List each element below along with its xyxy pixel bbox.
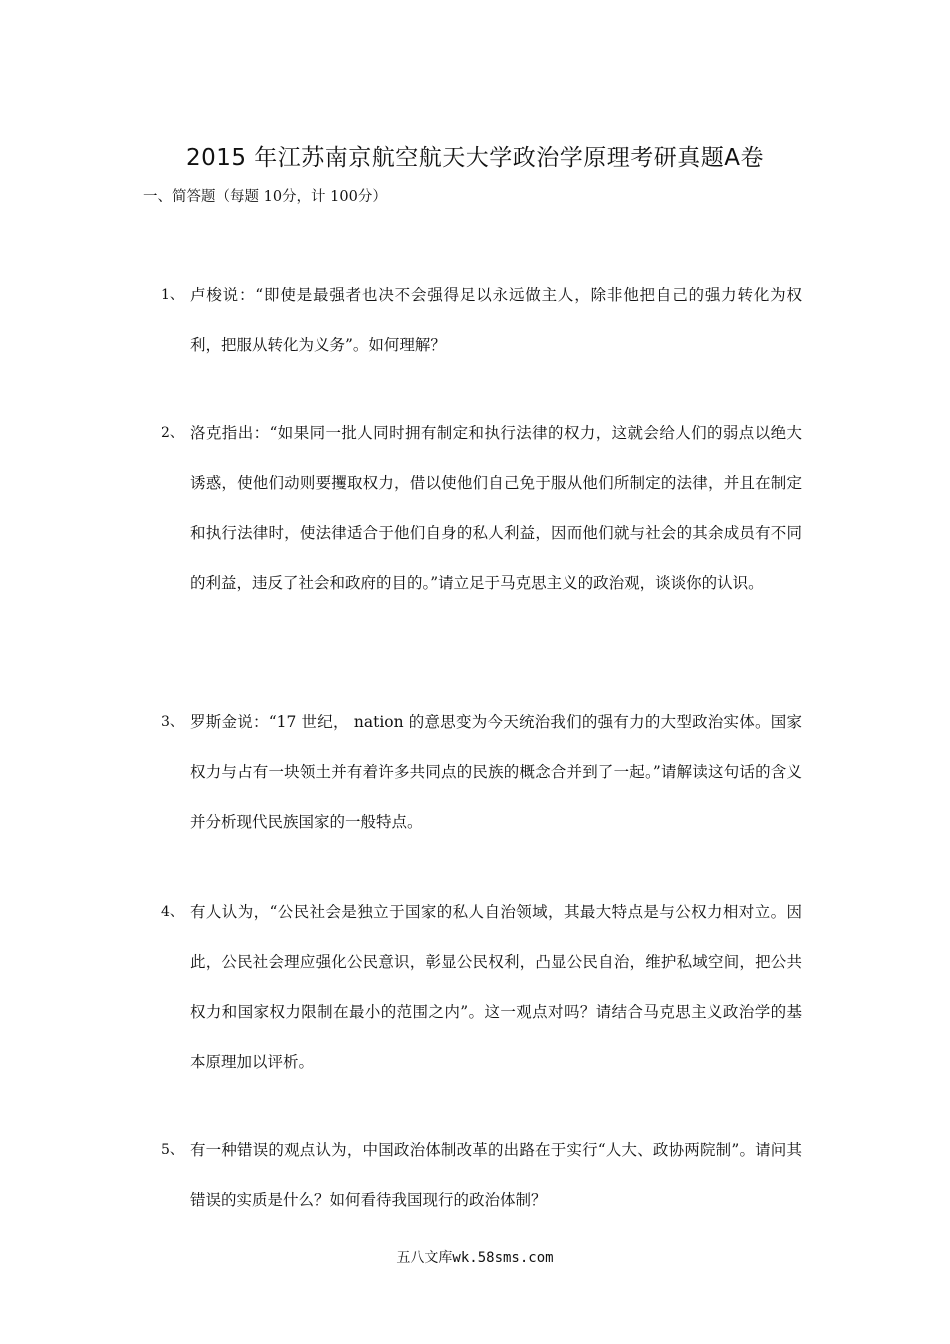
footer-source: 五八文库wk.58sms.com	[396, 1250, 554, 1266]
question-text: 有人认为，“公民社会是独立于国家的私人自治领域，其最大特点是与公权力相对立。因此，公民社会理应强化公民意识，彰显公民权利，凸显公民自治，维护私域空间，把公共权力和国家权力限制在最小的范围之内”。这一观点对吗？请结合马克思主义政治学的基本原理加以评析。	[190, 903, 802, 1071]
question-number: 5、	[161, 1142, 184, 1158]
question-number: 2、	[161, 425, 184, 441]
page-title: 2015 年江苏南京航空航天大学政治学原理考研真题A卷	[185, 145, 765, 171]
section-heading: 一、简答题（每题 10分，计 100分）	[143, 189, 387, 205]
question-text: 卢梭说：“即使是最强者也决不会强得足以永远做主人，除非他把自己的强力转化为权利，把服从转化为义务”。如何理解？	[190, 286, 802, 354]
question-number: 3、	[161, 714, 184, 730]
question-text: 洛克指出：“如果同一批人同时拥有制定和执行法律的权力，这就会给人们的弱点以绝大诱惑，使他们动则要攫取权力，借以使他们自己免于服从他们所制定的法律，并且在制定和执行法律时，使法律适合于他们自身的私人利益，因而他们就与社会的其余成员有不同的利益，违反了社会和政府的目的。”请立足于马克思主义的政治观，谈谈你的认识。	[190, 424, 802, 592]
question-number: 1、	[161, 287, 184, 303]
question-text: 罗斯金说：“17 世纪， nation 的意思变为今天统治我们的强有力的大型政治实体。国家权力与占有一块领土并有着许多共同点的民族的概念合并到了一起。”请解读这句话的含义并分析现代民族国家的一般特点。	[190, 713, 802, 831]
question-text: 有一种错误的观点认为，中国政治体制改革的出路在于实行“人大、政协两院制”。请问其错误的实质是什么？如何看待我国现行的政治体制？	[190, 1141, 802, 1209]
question-number: 4、	[161, 904, 184, 920]
